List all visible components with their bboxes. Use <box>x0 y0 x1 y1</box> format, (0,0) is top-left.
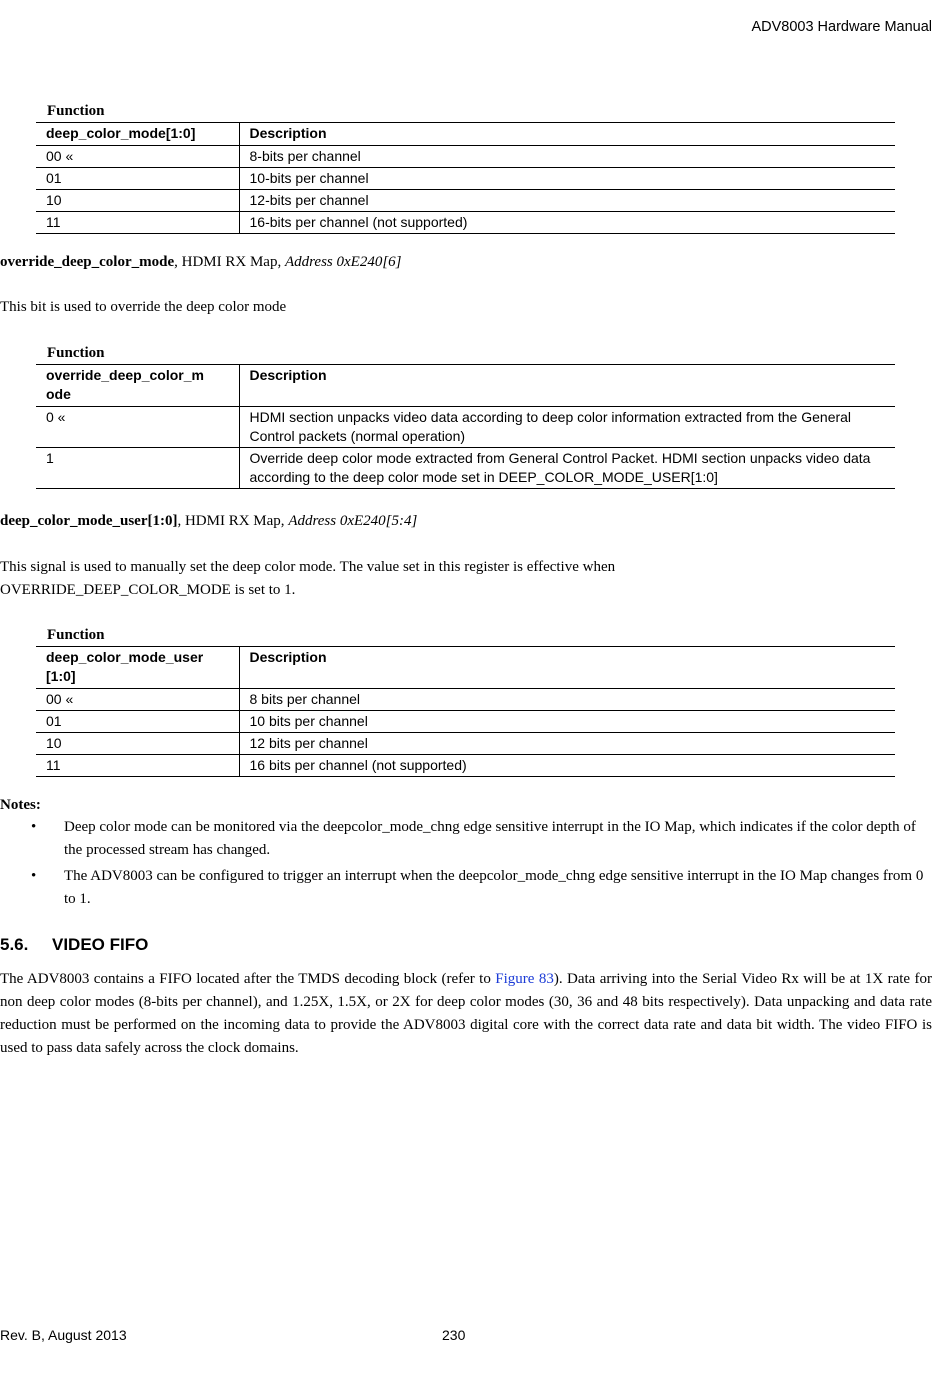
table-row <box>36 212 895 234</box>
table-row <box>36 407 895 448</box>
table-row <box>36 448 895 489</box>
description-line: OVERRIDE_DEEP_COLOR_MODE is set to 1. <box>0 582 296 598</box>
note-text: Deep color mode can be monitored via the deepcolor_mode_chng edge sensitive interrupt in the IO Map, which indicates if the color depth of the processed stream has changed. <box>64 819 916 858</box>
column-header: override_deep_color_m ode <box>36 365 239 407</box>
column-header: Description <box>249 649 327 665</box>
table-cell: 10-bits per channel <box>249 170 369 186</box>
table-cell: 00 « <box>36 689 239 711</box>
section-heading <box>0 935 148 955</box>
footer-revision: Rev. B, August 2013 <box>0 1327 127 1343</box>
table-row <box>36 190 895 212</box>
description-line: This signal is used to manually set the deep color mode. The value set in this register is effective when <box>0 559 616 575</box>
table-cell: 12-bits per channel <box>249 192 369 208</box>
table-caption: Function <box>47 345 105 361</box>
register-description <box>0 556 615 602</box>
body-text: The ADV8003 contains a FIFO located after the TMDS decoding block (refer to <box>0 971 496 987</box>
register-address: Address 0xE240[6] <box>284 254 402 270</box>
table-row <box>36 168 895 190</box>
table-caption: Function <box>47 627 105 643</box>
table-cell: 8-bits per channel <box>249 148 361 164</box>
register-map: , HDMI RX Map, <box>177 513 289 529</box>
table-cell: 0 « <box>36 407 239 448</box>
table-cell: 16-bits per channel (not supported) <box>249 214 468 230</box>
table-cell: 10 bits per channel <box>249 713 368 729</box>
column-header: Description <box>249 367 327 383</box>
page-number: 230 <box>442 1327 466 1343</box>
table-cell: 10 <box>36 733 239 755</box>
table-cell: HDMI section unpacks video data according to deep color information extracted from the General Control packets (normal operation) <box>249 409 852 444</box>
table-cell: 01 <box>36 168 239 190</box>
function-table-deep-color-mode <box>36 101 895 234</box>
table-row <box>36 689 895 711</box>
table-cell: 8 bits per channel <box>249 691 361 707</box>
register-heading-override-deep-color-mode <box>0 251 402 274</box>
table-header-row <box>36 123 895 146</box>
table-cell: 11 <box>36 755 239 777</box>
table-row <box>36 146 895 168</box>
function-table-override-deep-color-mode <box>36 343 895 489</box>
figure-link[interactable]: Figure 83 <box>495 971 554 987</box>
table-row <box>36 733 895 755</box>
table-cell: 1 <box>36 448 239 489</box>
list-item <box>0 865 932 911</box>
body-text: ). Data arriving into the Serial Video Rx will be at 1X rate for non deep color modes (8-bits per channel), and 1.25X, 1.5X, or 2X for deep color modes (30, 36 and 48 bits respectively). Data unpacking and data rate reduction must be performed on the incoming data to provide the ADV8003 digital core with the correct data rate and data bit width. The video FIFO is used to pass data safely across the clock domains. <box>0 971 932 1056</box>
register-name: override_deep_color_mode <box>0 254 175 270</box>
table-cell: Override deep color mode extracted from General Control Packet. HDMI section unpacks video data according to the deep color mode set in DEEP_COLOR_MODE_USER[1:0] <box>249 450 871 485</box>
table-caption: Function <box>47 103 105 119</box>
table-cell: 01 <box>36 711 239 733</box>
column-header: Description <box>249 125 327 141</box>
register-map: , HDMI RX Map, <box>174 254 285 270</box>
document-header: ADV8003 Hardware Manual <box>751 19 932 35</box>
table-cell: 11 <box>36 212 239 234</box>
section-number: 5.6. <box>0 935 29 954</box>
table-row <box>36 711 895 733</box>
notes-block <box>0 794 932 914</box>
section-body <box>0 968 932 1060</box>
register-description: This bit is used to override the deep color mode <box>0 299 287 315</box>
bullet-icon: • <box>31 819 37 835</box>
register-heading-deep-color-mode-user <box>0 510 417 533</box>
table-cell: 10 <box>36 190 239 212</box>
column-header: deep_color_mode[1:0] <box>36 123 239 146</box>
table-header-row <box>36 647 895 689</box>
function-table-deep-color-mode-user <box>36 625 895 777</box>
register-address: Address 0xE240[5:4] <box>288 513 418 529</box>
table-header-row <box>36 365 895 407</box>
table-cell: 12 bits per channel <box>249 735 368 751</box>
column-header: deep_color_mode_user [1:0] <box>36 647 239 689</box>
table-cell: 00 « <box>36 146 239 168</box>
notes-list <box>0 816 932 911</box>
list-item <box>0 816 932 862</box>
table-row <box>36 755 895 777</box>
section-title: VIDEO FIFO <box>52 935 149 954</box>
table-cell: 16 bits per channel (not supported) <box>249 757 467 773</box>
note-text: The ADV8003 can be configured to trigger an interrupt when the deepcolor_mode_chng edge sensitive interrupt in the IO Map changes from 0 to 1. <box>64 868 924 907</box>
bullet-icon: • <box>31 868 37 884</box>
notes-title: Notes: <box>0 797 41 813</box>
register-name: deep_color_mode_user[1:0] <box>0 513 178 529</box>
